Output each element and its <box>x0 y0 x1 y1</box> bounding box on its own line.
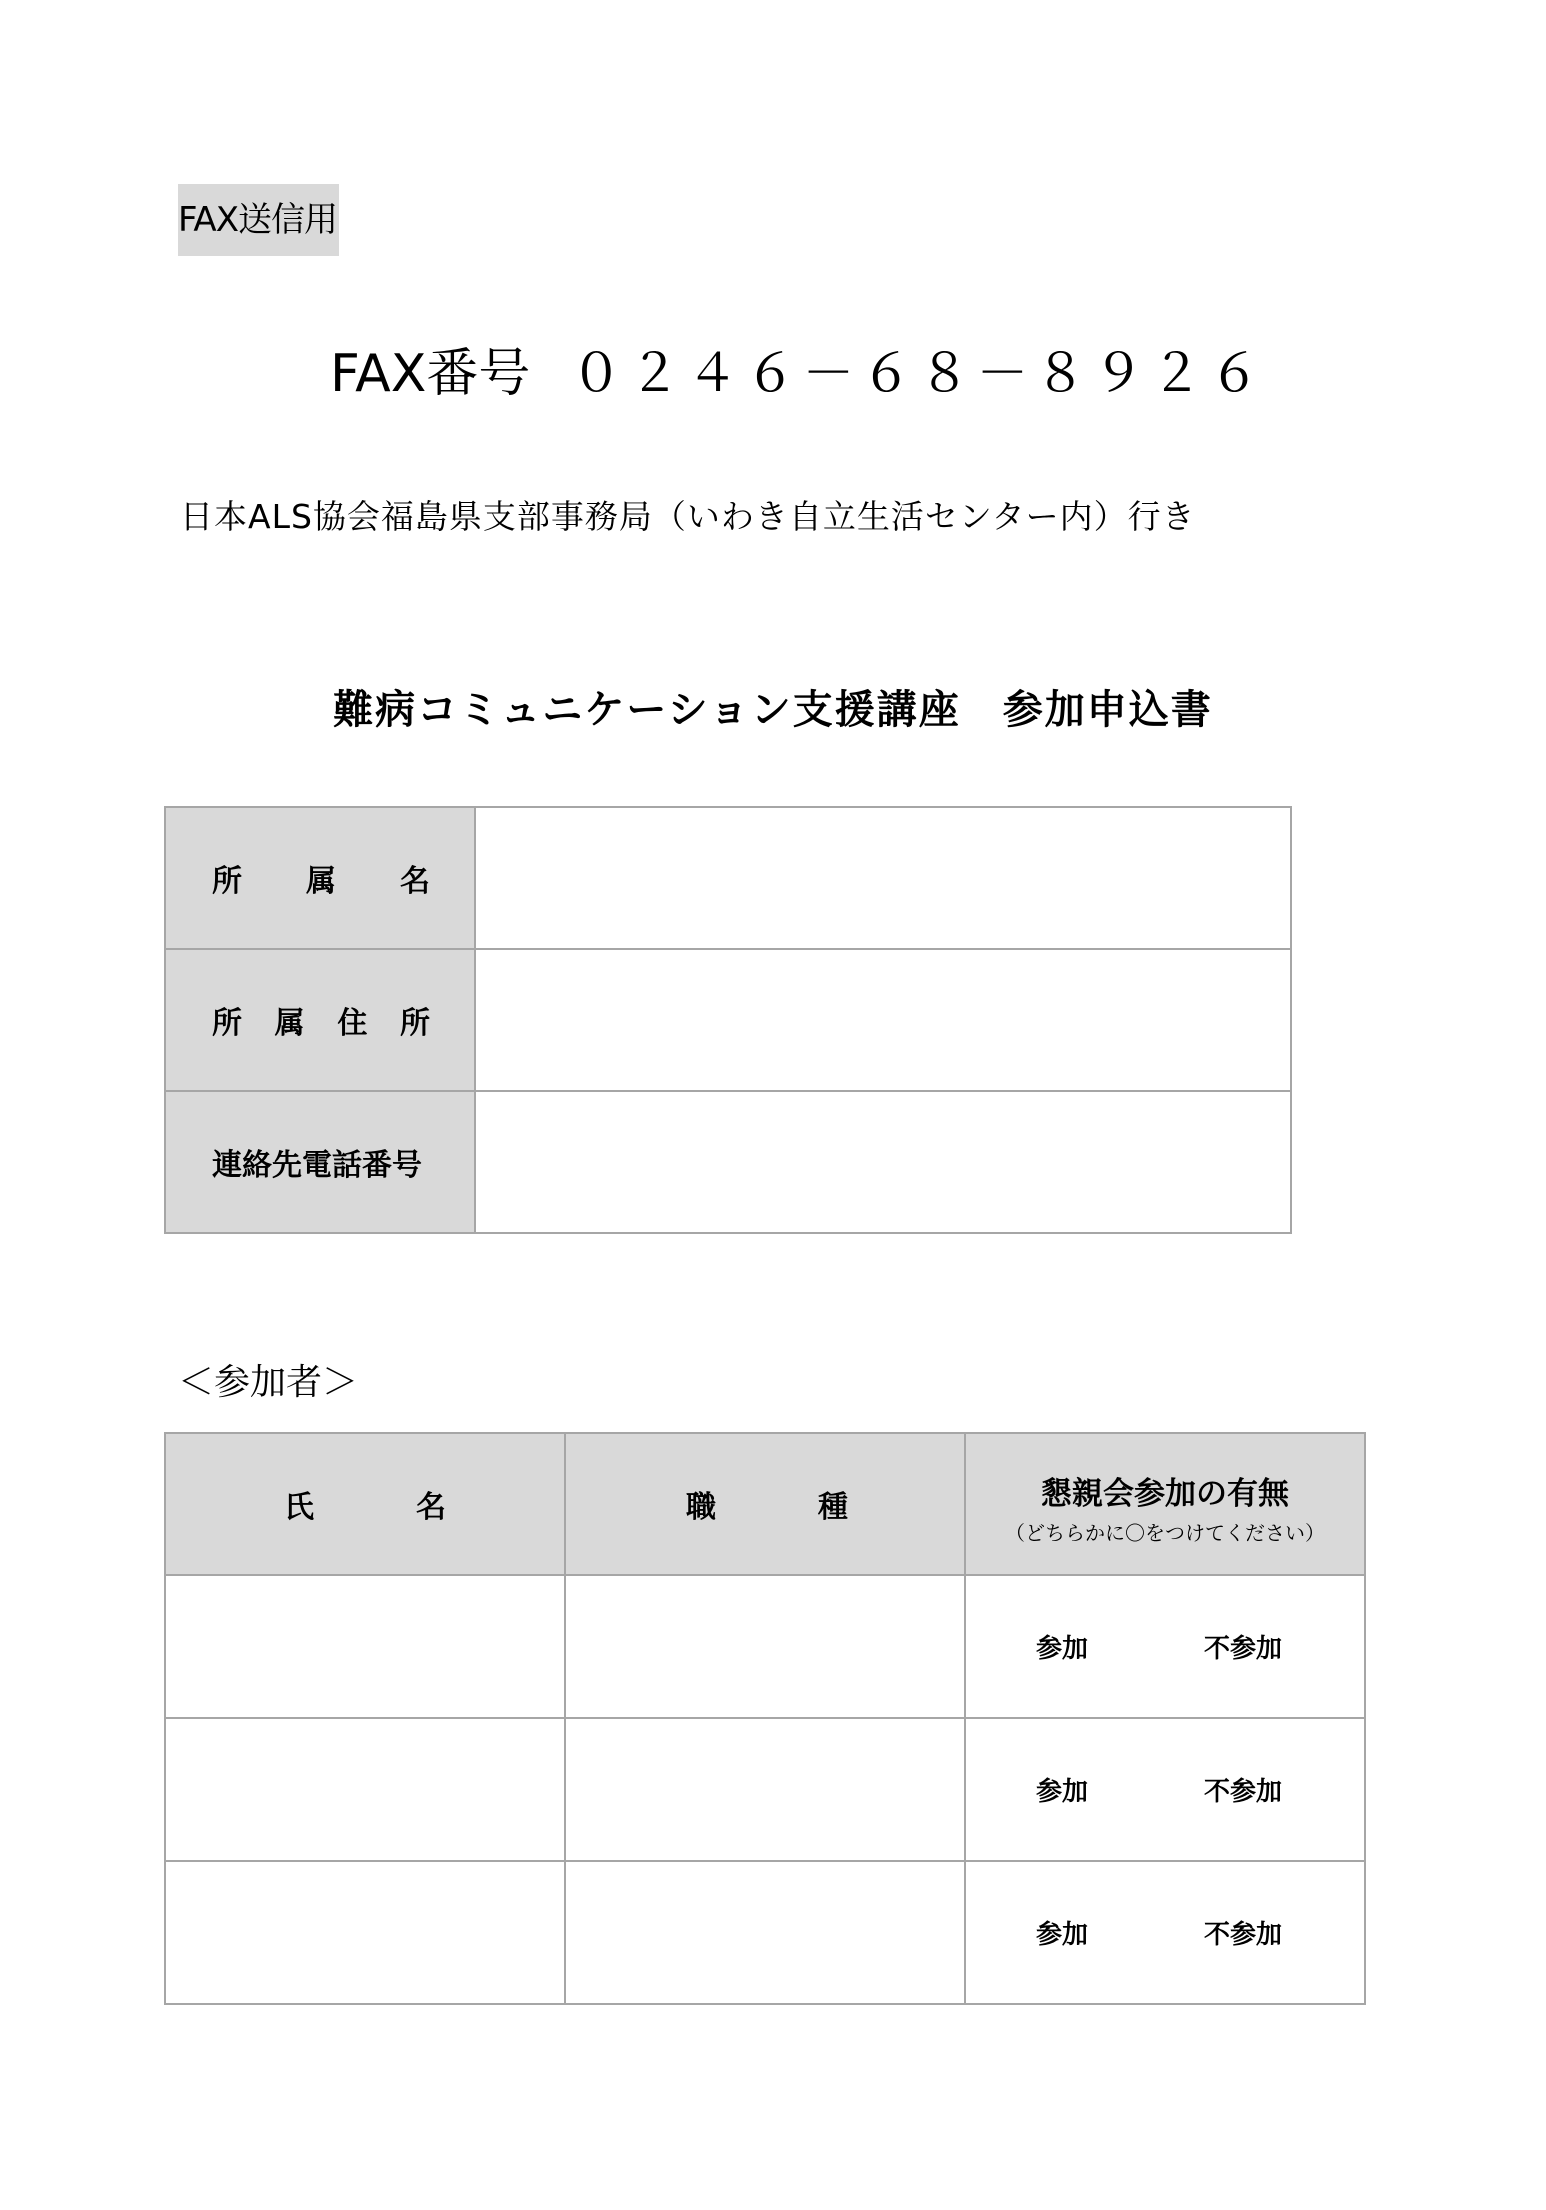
attendance-header-note: （どちらかに〇をつけてください） <box>1005 1521 1325 1545</box>
job-header <box>565 1433 965 1575</box>
org-row-name <box>165 807 1291 949</box>
attendance-header-title: 懇親会参加の有無 <box>1041 1476 1289 1512</box>
organization-table <box>164 806 1292 1234</box>
org-phone-label <box>165 1091 475 1233</box>
participant-job-field[interactable] <box>565 1575 965 1718</box>
participant-row <box>165 1718 1365 1861</box>
participant-attendance-cell <box>965 1575 1365 1718</box>
org-address-label-char: 住 <box>337 1006 368 1041</box>
destination-line: 日本ALS協会福島県支部事務局（いわき自立生活センター内）行き <box>180 497 1196 536</box>
org-address-label <box>165 949 475 1091</box>
name-header <box>165 1433 565 1575</box>
participant-job-field[interactable] <box>565 1718 965 1861</box>
org-phone-label-text: 連絡先電話番号 <box>212 1148 422 1183</box>
attend-option[interactable]: 参加 <box>1036 1634 1089 1664</box>
fax-number-line <box>330 338 1266 410</box>
participant-job-field[interactable] <box>565 1861 965 2004</box>
fax-number-label: FAX番号 <box>330 344 531 404</box>
org-address-label-char: 属 <box>274 1006 305 1041</box>
participants-header-row <box>165 1433 1365 1575</box>
attend-option[interactable]: 参加 <box>1036 1777 1089 1807</box>
fax-send-label: FAX送信用 <box>178 184 339 256</box>
job-header-char: 種 <box>818 1490 848 1525</box>
participant-row <box>165 1861 1365 2004</box>
participant-name-field[interactable] <box>165 1575 565 1718</box>
name-header-char: 名 <box>416 1490 446 1525</box>
participant-row <box>165 1575 1365 1718</box>
org-name-label <box>165 807 475 949</box>
participant-name-field[interactable] <box>165 1861 565 2004</box>
org-name-label-char: 属 <box>306 864 336 899</box>
org-phone-field[interactable] <box>475 1091 1291 1233</box>
document-title: 難病コミュニケーション支援講座 参加申込書 <box>333 687 1213 733</box>
participant-name-field[interactable] <box>165 1718 565 1861</box>
org-address-field[interactable] <box>475 949 1291 1091</box>
org-name-field[interactable] <box>475 807 1291 949</box>
org-name-label-char: 名 <box>400 864 430 899</box>
participants-table <box>164 1432 1366 2005</box>
attendance-header <box>965 1433 1365 1575</box>
name-header-char: 氏 <box>284 1490 314 1525</box>
org-name-label-char: 所 <box>212 864 242 899</box>
not-attend-option[interactable]: 不参加 <box>1204 1777 1283 1807</box>
participant-attendance-cell <box>965 1718 1365 1861</box>
participant-attendance-cell <box>965 1861 1365 2004</box>
job-header-char: 職 <box>686 1490 716 1525</box>
attend-option[interactable]: 参加 <box>1036 1920 1089 1950</box>
org-address-label-char: 所 <box>399 1006 430 1041</box>
not-attend-option[interactable]: 不参加 <box>1204 1634 1283 1664</box>
org-row-address <box>165 949 1291 1091</box>
org-row-phone <box>165 1091 1291 1233</box>
participants-heading: ＜参加者＞ <box>178 1362 359 1403</box>
fax-number-value: ０２４６－６８－８９２６ <box>570 344 1267 404</box>
org-address-label-char: 所 <box>212 1006 242 1041</box>
not-attend-option[interactable]: 不参加 <box>1204 1920 1283 1950</box>
